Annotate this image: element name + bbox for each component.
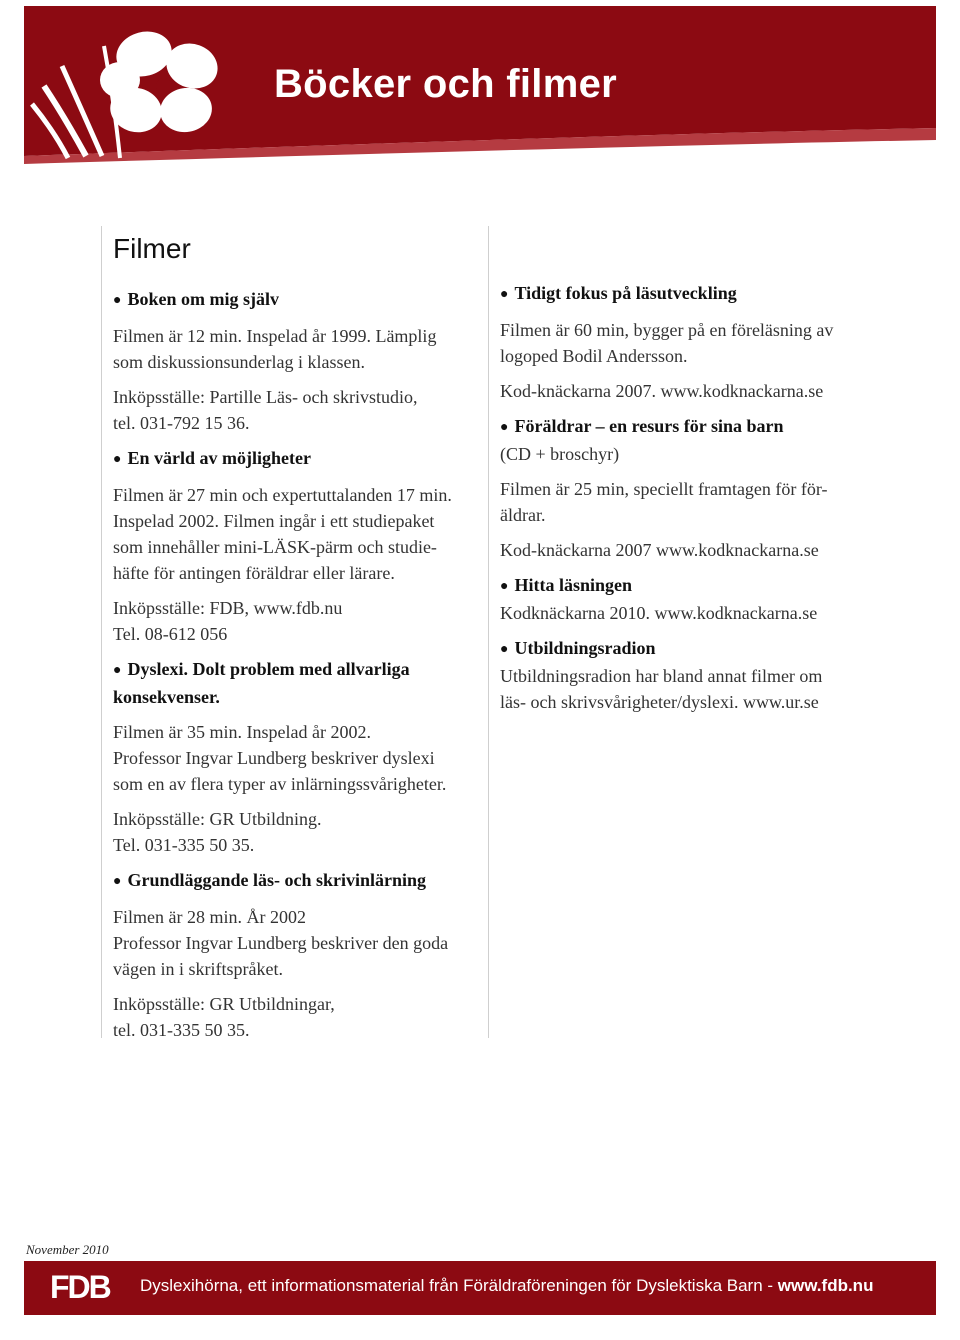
text-line: vägen in i skriftspråket. (113, 959, 283, 979)
film-description (113, 595, 485, 647)
bullet-icon: ● (500, 287, 509, 302)
footer-text (140, 1276, 873, 1296)
text-line: Filmen är 28 min. År 2002 (113, 907, 306, 927)
bullet-icon: ● (113, 293, 122, 308)
film-title (113, 656, 485, 710)
text-line: Tel. 031-335 50 35. (113, 835, 255, 855)
film-title-text: Utbildningsradion (514, 638, 656, 658)
text-line: Inköpsställe: GR Utbildning. (113, 809, 322, 829)
film-item (500, 635, 880, 715)
text-line: Tel. 08-612 056 (113, 624, 228, 644)
film-title (500, 280, 880, 308)
film-title (500, 635, 880, 663)
film-list-right (500, 280, 880, 715)
text-line: Filmen är 25 min, speciellt framtagen för för- (500, 479, 828, 499)
text-line: häfte för antingen föräldrar eller lärare. (113, 563, 395, 583)
film-description (500, 378, 880, 404)
film-title-text: Föräldrar – en resurs för sina barn (514, 416, 784, 436)
text-line: Utbildningsradion har bland annat filmer om (500, 666, 823, 686)
film-item (113, 445, 485, 647)
film-title (500, 413, 880, 441)
film-item (113, 656, 485, 858)
text-line: Filmen är 12 min. Inspelad år 1999. Lämplig (113, 326, 437, 346)
bullet-icon: ● (113, 663, 122, 678)
film-title (113, 445, 485, 473)
film-description (113, 719, 485, 797)
film-description (500, 317, 880, 369)
text-line: Kod-knäckarna 2007. www.kodknackarna.se (500, 381, 824, 401)
text-line: som innehåller mini-LÄSK-pärm och studie- (113, 537, 437, 557)
film-description (113, 323, 485, 375)
text-line: äldrar. (500, 505, 546, 525)
film-item (500, 413, 880, 563)
film-title (113, 286, 485, 314)
text-line: Filmen är 35 min. Inspelad år 2002. (113, 722, 371, 742)
text-line: tel. 031-792 15 36. (113, 413, 250, 433)
film-item (500, 280, 880, 404)
bullet-icon: ● (113, 874, 122, 889)
text-line: som diskussionsunderlag i klassen. (113, 352, 365, 372)
text-line: Inspelad 2002. Filmen ingår i ett studiepaket (113, 511, 435, 531)
film-description (113, 806, 485, 858)
text-line: som en av flera typer av inlärningssvårigheter. (113, 774, 447, 794)
film-description (500, 663, 880, 715)
footer-url-link[interactable]: www.fdb.nu (777, 1276, 874, 1295)
text-line: Inköpsställe: Partille Läs- och skrivstudio, (113, 387, 418, 407)
text-line: Inköpsställe: FDB, www.fdb.nu (113, 598, 343, 618)
text-line: Professor Ingvar Lundberg beskriver den goda (113, 933, 449, 953)
left-column (113, 226, 485, 1052)
film-description (113, 904, 485, 982)
film-title (500, 572, 880, 600)
right-column (500, 280, 880, 724)
bullet-icon: ● (113, 452, 122, 467)
left-column-divider (101, 226, 102, 1038)
footer-bar (24, 1261, 936, 1315)
text-line: Filmen är 60 min, bygger på en föreläsning av (500, 320, 834, 340)
film-description (113, 482, 485, 586)
film-description (500, 600, 880, 626)
bullet-icon: ● (500, 579, 509, 594)
text-line: Filmen är 27 min och expertuttalanden 17 min. (113, 485, 452, 505)
bullet-icon: ● (500, 420, 509, 435)
film-title-text: En värld av möjligheter (127, 448, 311, 468)
section-title: Filmer (113, 233, 191, 264)
film-description (500, 537, 880, 563)
film-description (500, 476, 880, 528)
page-title: Böcker och filmer (274, 62, 617, 106)
film-subtitle: (CD + broschyr) (500, 444, 620, 464)
film-item (113, 867, 485, 1043)
film-description (113, 991, 485, 1043)
film-title-text: Hitta läsningen (514, 575, 632, 595)
film-description (113, 384, 485, 436)
film-list-left (113, 286, 485, 1043)
text-line: logoped Bodil Andersson. (500, 346, 688, 366)
fdb-logo: FDB (50, 1269, 110, 1305)
film-item (113, 286, 485, 436)
text-line: läs- och skrivsvårigheter/dyslexi. www.ur.se (500, 692, 819, 712)
footer-date: November 2010 (26, 1242, 109, 1257)
text-line: Kod-knäckarna 2007 www.kodknackarna.se (500, 540, 819, 560)
film-item (500, 572, 880, 626)
text-line: Professor Ingvar Lundberg beskriver dyslexi (113, 748, 435, 768)
film-title (113, 867, 485, 895)
page-header (24, 6, 936, 164)
film-title-text: Boken om mig själv (127, 289, 279, 309)
bullet-icon: ● (500, 642, 509, 657)
footer-description: Dyslexihörna, ett informationsmaterial från Föräldraföreningen för Dyslektiska Barn - (140, 1276, 778, 1295)
middle-column-divider (488, 226, 489, 1038)
film-title-text: Dyslexi. Dolt problem med allvarliga konsekvenser. (113, 659, 410, 707)
film-title-text: Grundläggande läs- och skrivinlärning (127, 870, 427, 890)
text-line: Kodknäckarna 2010. www.kodknackarna.se (500, 603, 818, 623)
text-line: Inköpsställe: GR Utbildningar, (113, 994, 335, 1014)
film-title-text: Tidigt fokus på läsutveckling (514, 283, 737, 303)
text-line: tel. 031-335 50 35. (113, 1020, 250, 1040)
